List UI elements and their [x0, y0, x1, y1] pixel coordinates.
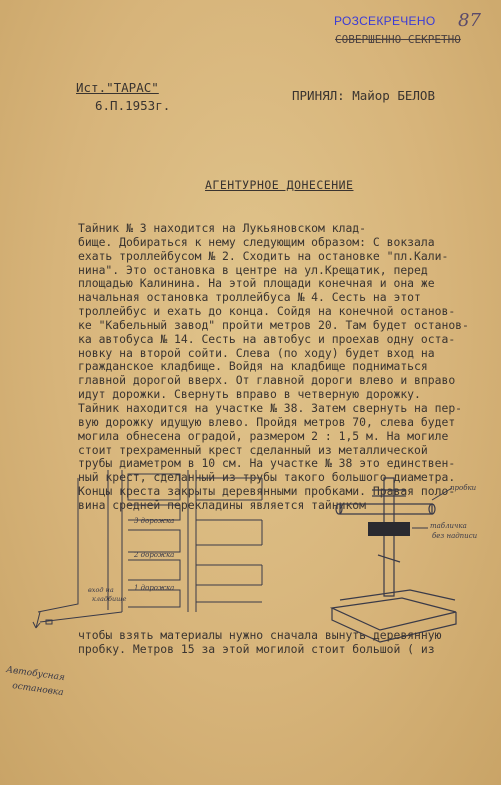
received-by: ПРИНЯЛ: Майор БЕЛОВ	[292, 88, 435, 103]
tail-line: пробку. Метров 15 за этой могилой стоит большой ( из	[78, 642, 435, 656]
body-line: Концы креста закрыты деревянными пробками. Правая поло-	[78, 484, 456, 499]
entrance-label-2: кладбище	[92, 595, 127, 603]
body-line: ный крест, сделанный из трубы такого большого диаметра.	[78, 470, 456, 485]
cork-label: пробки	[450, 484, 477, 492]
body-line: Тайник № 3 находится на Лукьяновском клад-	[78, 221, 367, 235]
body-line: главной дорогой вверх. От главной дороги влево и вправо	[78, 373, 456, 388]
body-line: Тайник находится на участке № 38. Затем свернуть на пер-	[78, 400, 463, 415]
report-tail	[78, 628, 441, 656]
body-line: ка автобуса № 14. Сесть на автобус и проехав одну оста-	[78, 331, 456, 346]
body-line: гражданское кладбище. Войдя на кладбище подниматься	[78, 359, 428, 374]
path-label-3: 3 дорожка	[134, 517, 175, 525]
bus-stop-label: Автобусная	[5, 665, 66, 684]
plate-label: табличка	[430, 522, 467, 530]
body-line: нина". Это остановка в центре на ул.Крещатик, перед	[78, 262, 428, 277]
body-line: новку на второй сойти. Слева (по ходу) будет вход на	[78, 345, 435, 360]
document-title: АГЕНТУРНОЕ ДОНЕСЕНИЕ	[205, 178, 354, 192]
body-line: троллейбус и ехать до конца. Сойдя на конечной останов-	[78, 304, 456, 319]
body-line: площадью Калинина. На этой площади конечная и она же	[78, 276, 435, 291]
page-number: 87	[458, 10, 481, 31]
body-line: вую дорожку идущую влево. Пройдя метров 70, слева будет	[78, 414, 456, 429]
map-sketch	[33, 470, 262, 628]
body-line: ке "Кабельный завод" пройти метров 20. Там будет останов-	[78, 317, 469, 332]
body-line: стоит трехраменный крест сделанный из металлической	[78, 442, 428, 457]
body-line: начальная остановка троллейбуса № 4. Сесть на этот	[78, 290, 421, 305]
source-name: Ист."ТАРАС"	[76, 80, 159, 95]
body-line: вина средней перекладины является тайником	[78, 497, 367, 512]
body-line: трубы диаметром в 10 см. На участке № 38 это единствен-	[78, 456, 456, 471]
plate	[368, 522, 410, 536]
tail-line: чтобы взять материалы нужно сначала вынуть деревянную	[78, 628, 442, 642]
entrance-label: вход на	[88, 586, 114, 594]
classification-mark: СОВЕРШЕННО СЕКРЕТНО	[335, 33, 461, 46]
path-label-1: 1 дорожка	[134, 584, 175, 592]
plate-label-2: без надписи	[432, 532, 478, 540]
body-line: бище. Добираться к нему следующим образом: С вокзала	[78, 234, 435, 249]
body-line: идут дорожки. Свернуть вправо в четверную дорожку.	[78, 387, 421, 402]
report-date: 6.П.1953г.	[95, 98, 171, 113]
bus-stop-label-2: остановка	[11, 681, 65, 699]
declassified-stamp: РОЗСЕКРЕЧЕНО	[334, 14, 436, 28]
body-line: ехать троллейбусом № 2. Сходить на остановке "пл.Кали-	[78, 248, 449, 263]
body-line: могила обнесена оградой, размером 2 : 1,5 м. На могиле	[78, 428, 449, 443]
cross-sketch	[332, 478, 456, 642]
path-label-2: 2 дорожка	[134, 551, 175, 559]
